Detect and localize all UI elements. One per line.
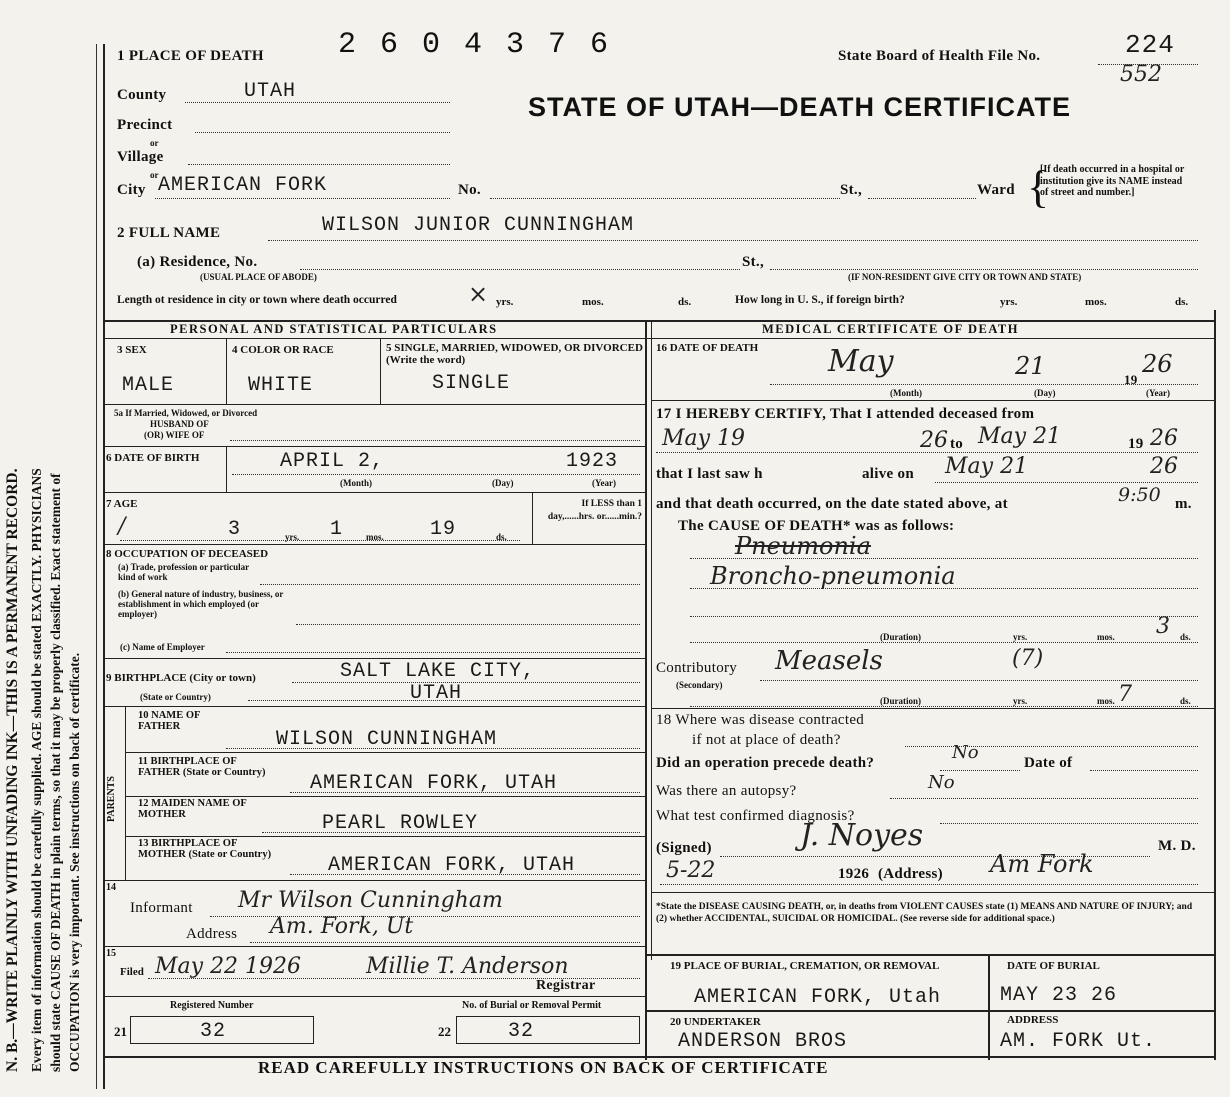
ward-label: Ward	[977, 182, 1015, 198]
informant-value: Mr Wilson Cunningham	[238, 888, 503, 913]
burial-place: AMERICAN FORK, Utah	[694, 986, 942, 1009]
sign-address: Am Fork	[990, 850, 1094, 878]
death-time: 9:50	[1118, 484, 1161, 506]
full-name-label: 2 FULL NAME	[117, 225, 221, 241]
occupation-c: (c) Name of Employer	[120, 642, 205, 652]
spouse-label-2: HUSBAND OF	[150, 419, 209, 429]
residence-street-label: St.,	[742, 254, 765, 270]
death-month: May	[828, 344, 894, 379]
county-value: UTAH	[244, 80, 297, 103]
signed-label: (Signed)	[656, 840, 712, 856]
row8-bottom	[103, 658, 645, 659]
file-no: 224	[1125, 30, 1175, 60]
row12-bottom	[125, 836, 645, 837]
registrar-name: Millie T. Anderson	[366, 954, 569, 979]
reg-num-prefix: 21	[114, 1024, 127, 1039]
county-label: County	[117, 87, 167, 103]
death-year: 26	[1142, 350, 1173, 378]
occupation-label: 8 OCCUPATION OF DECEASED	[106, 548, 269, 560]
footnote-bottom	[645, 954, 1215, 956]
contrib-yrs-label: yrs.	[1013, 696, 1028, 706]
autopsy-value: No	[928, 772, 955, 793]
filed-label: Filed	[120, 966, 144, 978]
parents-div	[125, 706, 126, 880]
parents-label: PARENTS	[106, 776, 117, 822]
sign-year: 1926	[838, 866, 870, 882]
dob-year-label: (Year)	[592, 478, 616, 488]
or-label-1: or	[150, 138, 159, 148]
contrib-duration-label: (Duration)	[880, 696, 921, 706]
sex-value: MALE	[122, 374, 175, 397]
race-label: 4 COLOR OR RACE	[232, 344, 334, 356]
father-label: 10 NAME OF FATHER	[138, 710, 201, 732]
birthplace-state: UTAH	[410, 682, 463, 705]
dob-label: 6 DATE OF BIRTH	[106, 452, 200, 464]
marital-value: SINGLE	[432, 372, 511, 395]
filed-number: 15	[106, 948, 116, 959]
how-long-ds: ds.	[1175, 296, 1189, 308]
street-no-label: No.	[458, 182, 481, 198]
dob-year: 1923	[566, 450, 619, 473]
occupation-a: (a) Trade, profession or particular kind of work	[118, 562, 249, 582]
form-border-right	[1214, 310, 1216, 1060]
footer-instructions: READ CAREFULLY INSTRUCTIONS ON BACK OF CERTIFICATE	[258, 1058, 829, 1077]
mother-birthplace-label: 13 BIRTHPLACE OF MOTHER (State or Country)	[138, 838, 272, 860]
attend-to-year-prefix: 19	[1128, 436, 1144, 452]
row19-bottom	[645, 1010, 1215, 1012]
father-name: WILSON CUNNINGHAM	[276, 728, 498, 751]
cause-duration-mos: 3	[1156, 614, 1170, 639]
row11-bottom	[125, 796, 645, 797]
ward-bracket: {	[1027, 161, 1050, 212]
birthplace-state-label: (State or Country)	[140, 692, 211, 702]
age-mos-label: mos.	[366, 532, 384, 542]
residence-sub: (USUAL PLACE OF ABODE)	[200, 272, 317, 282]
burial-date-label: DATE OF BURIAL	[1007, 960, 1100, 972]
cause-ds-label: ds.	[1180, 632, 1191, 642]
side-note-line-1: N. B.—WRITE PLAINLY WITH UNFADING INK—THIS IS A PERMANENT RECORD.	[4, 468, 21, 1072]
medical-section-title: MEDICAL CERTIFICATE OF DEATH	[762, 322, 1019, 336]
death-year-label: (Year)	[1146, 388, 1170, 398]
sign-address-label: (Address)	[878, 866, 943, 882]
spouse-label-3: (OR) WIFE OF	[144, 430, 205, 440]
age-div	[532, 492, 533, 544]
place-of-death-label: 1 PLACE OF DEATH	[117, 48, 264, 64]
row10-bottom	[125, 752, 645, 753]
row15-bottom	[103, 996, 645, 997]
undertaker-address: AM. FORK Ut.	[1000, 1030, 1157, 1053]
full-name-value: WILSON JUNIOR CUNNINGHAM	[322, 214, 635, 237]
contributory-label: Contributory	[656, 660, 738, 676]
certificate-number: 2 6 0 4 3 7 6	[338, 28, 612, 62]
death-day: 21	[1015, 352, 1046, 380]
city-value: AMERICAN FORK	[158, 174, 328, 197]
age-label: 7 AGE	[106, 498, 138, 510]
last-saw-label: that I last saw h	[656, 466, 763, 482]
undertaker: ANDERSON BROS	[678, 1030, 848, 1053]
side-note-line-4: OCCUPATION is very important. See instructions on back of certificate.	[67, 652, 82, 1072]
street-label: St.,	[840, 182, 863, 198]
birthplace-city: SALT LAKE CITY,	[340, 660, 536, 683]
center-divider	[645, 320, 647, 1060]
race-value: WHITE	[248, 374, 314, 397]
row5a-bottom	[103, 446, 645, 447]
row13-bottom	[103, 880, 645, 881]
center-divider-2	[651, 320, 652, 960]
autopsy-label: Was there an autopsy?	[656, 783, 797, 799]
personal-section-title: PERSONAL AND STATISTICAL PARTICULARS	[170, 322, 498, 336]
dob-month-label: (Month)	[340, 478, 372, 488]
age-days: 19	[430, 518, 457, 541]
length-ds: ds.	[678, 296, 692, 308]
village-label: Village	[117, 149, 164, 165]
registrar-label: Registrar	[536, 978, 596, 993]
burial-permit-box	[456, 1016, 640, 1044]
contrib-ds-label: ds.	[1180, 696, 1191, 706]
row17-bottom	[651, 708, 1215, 709]
burial-permit: 32	[508, 1020, 535, 1043]
file-no-label: State Board of Health File No.	[838, 48, 1041, 64]
length-residence-mark: ×	[468, 280, 489, 308]
attend-from-year: 26	[920, 428, 948, 453]
informant-number: 14	[106, 882, 116, 893]
occurred-label: and that death occurred, on the date stated above, at	[656, 496, 1008, 512]
mother-label: 12 MAIDEN NAME OF MOTHER	[138, 798, 247, 820]
contributory-note: (7)	[1012, 646, 1044, 671]
time-m-label: m.	[1175, 496, 1192, 512]
age-years: 3	[228, 518, 242, 541]
cause-of-death: Broncho-pneumonia	[710, 562, 956, 590]
cause-mos-label: mos.	[1097, 632, 1115, 642]
age-mark: /	[118, 514, 126, 539]
burial-place-label: 19 PLACE OF BURIAL, CREMATION, OR REMOVAL	[670, 960, 940, 972]
row18-bottom	[651, 892, 1215, 893]
father-birthplace-label: 11 BIRTHPLACE OF FATHER (State or Country)	[138, 756, 266, 778]
or-label-2: or	[150, 170, 159, 180]
ward-note: [If death occurred in a hospital or institution give its NAME instead of street and number.]	[1040, 164, 1185, 198]
length-residence-label: Length ot residence in city or town where death occurred	[117, 294, 397, 306]
attend-from: May 19	[662, 426, 746, 451]
cause-footnote: *State the DISEASE CAUSING DEATH, or, in deaths from VIOLENT CAUSES state (1) MEANS AND NATURE OF INJURY; and (2) whether ACCIDENTAL, SUICIDAL OR HOMICIDAL. (See reverse side for additional space.)	[656, 902, 1193, 924]
registered-number-label: Registered Number	[170, 1000, 254, 1011]
row3-div-1	[226, 338, 227, 404]
operation-value: No	[952, 742, 979, 763]
burial-num-prefix: 22	[438, 1024, 451, 1039]
age-ds-label: ds.	[496, 532, 507, 542]
death-year-prefix: 19	[1124, 372, 1138, 387]
certify-label: 17 I HEREBY CERTIFY, That I attended deceased from	[656, 406, 1035, 422]
row14-bottom	[103, 946, 645, 947]
marital-label: 5 SINGLE, MARRIED, WIDOWED, OR DIVORCED (Write the word)	[386, 342, 643, 366]
alive-on-label: alive on	[862, 466, 914, 482]
undertaker-address-label: ADDRESS	[1007, 1014, 1059, 1026]
registered-number: 32	[200, 1020, 227, 1043]
attend-to-label: to	[950, 436, 964, 452]
nonresident-note: (IF NON-RESIDENT GIVE CITY OR TOWN AND STATE)	[848, 272, 1082, 282]
test-label: What test confirmed diagnosis?	[656, 808, 855, 824]
dob-div	[226, 446, 227, 492]
file-no-alt: 552	[1120, 62, 1162, 87]
row7-bottom	[103, 544, 645, 545]
md-label: M. D.	[1158, 838, 1196, 854]
side-note-line-3: should state CAUSE OF DEATH in plain terms, so that it may be properly classified. Exact statement of	[48, 473, 63, 1072]
row9-bottom	[103, 706, 645, 707]
birthplace-label: 9 BIRTHPLACE (City or town)	[106, 672, 256, 684]
secondary-label: (Secondary)	[676, 680, 723, 690]
dob-month-day: APRIL 2,	[280, 450, 385, 473]
attend-to-year: 26	[1150, 426, 1178, 451]
age-months: 1	[330, 518, 344, 541]
mother-name: PEARL ROWLEY	[322, 812, 479, 835]
side-note-line-2: Every item of information should be carefully supplied. AGE should be stated EXACTLY. PHYSICIANS	[29, 468, 44, 1072]
occupation-b: (b) General nature of industry, business, or establishment in which employed (or employer)	[118, 589, 284, 619]
contracted-label-2: if not at place of death?	[692, 732, 841, 748]
certificate-title: STATE OF UTAH—DEATH CERTIFICATE	[528, 92, 1071, 122]
how-long-label: How long in U. S., if foreign birth?	[735, 294, 905, 306]
cause-struck: Pneumonia	[735, 532, 871, 560]
last-saw-date: May 21	[945, 454, 1029, 479]
spouse-label-1: 5a If Married, Widowed, or Divorced	[114, 408, 258, 418]
date-of-death-label: 16 DATE OF DEATH	[656, 342, 759, 354]
filed-date: May 22 1926	[155, 954, 302, 979]
length-mos: mos.	[582, 296, 604, 308]
how-long-yrs: yrs.	[1000, 296, 1018, 308]
burial-div	[988, 954, 990, 1060]
precinct-label: Precinct	[117, 117, 173, 133]
row6-bottom	[103, 492, 645, 493]
dob-day-label: (Day)	[492, 478, 514, 488]
row3-bottom	[103, 404, 645, 405]
sex-label: 3 SEX	[117, 344, 147, 356]
outer-border-left	[96, 44, 97, 1089]
burial-date: MAY 23 26	[1000, 984, 1118, 1007]
contracted-label: 18 Where was disease contracted	[656, 712, 865, 728]
how-long-mos: mos.	[1085, 296, 1107, 308]
informant-address-label: Address	[186, 926, 238, 942]
contrib-duration-mos: 7	[1118, 682, 1132, 707]
death-month-label: (Month)	[890, 388, 922, 398]
sign-date: 5-22	[666, 858, 716, 883]
undertaker-label: 20 UNDERTAKER	[670, 1016, 761, 1028]
date-of-label: Date of	[1024, 755, 1073, 771]
cause-label: The CAUSE OF DEATH* was as follows:	[678, 518, 955, 534]
section-title-rule	[103, 338, 1215, 339]
informant-address: Am. Fork, Ut	[270, 914, 414, 939]
attend-to: May 21	[978, 424, 1062, 449]
length-yrs: yrs.	[496, 296, 514, 308]
last-saw-year: 26	[1150, 454, 1178, 479]
form-border-left	[103, 44, 105, 1089]
age-yrs-label: yrs.	[285, 532, 300, 542]
contrib-mos-label: mos.	[1097, 696, 1115, 706]
death-day-label: (Day)	[1034, 388, 1056, 398]
row16-bottom	[651, 400, 1215, 401]
physician-signature: J. Noyes	[800, 818, 924, 853]
operation-label: Did an operation precede death?	[656, 755, 875, 771]
contributory-cause: Measels	[775, 646, 883, 676]
informant-label: Informant	[130, 900, 193, 916]
father-birthplace: AMERICAN FORK, UTAH	[310, 772, 558, 795]
residence-label: (a) Residence, No.	[137, 254, 258, 270]
mother-birthplace: AMERICAN FORK, UTAH	[328, 854, 576, 877]
burial-permit-label: No. of Burial or Removal Permit	[462, 1000, 602, 1011]
row3-div-2	[380, 338, 381, 404]
city-label: City	[117, 182, 146, 198]
cause-duration-label: (Duration)	[880, 632, 921, 642]
cause-yrs-label: yrs.	[1013, 632, 1028, 642]
age-if-less: If LESS than 1 day,......hrs. or......min.?	[547, 499, 642, 522]
